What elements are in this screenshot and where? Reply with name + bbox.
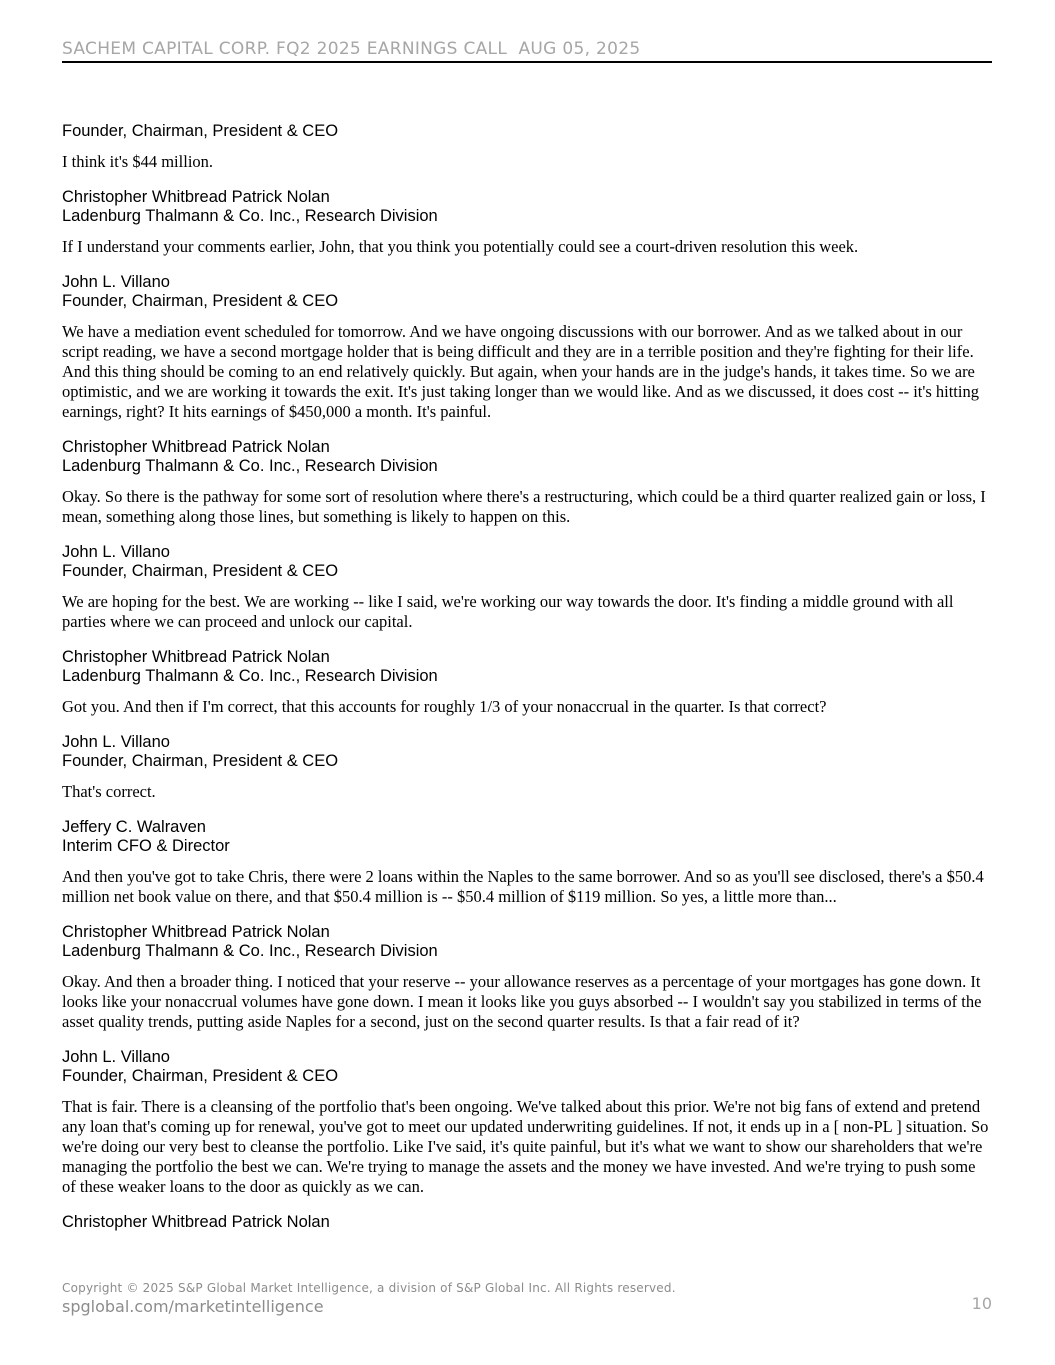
speech-text: And then you've got to take Chris, there were 2 loans within the Naples to the same borrower. And so as you'll see disclosed, there's a $50.4 million net book value on there, and that $50.4 million is -- $50.4 million of $119 million. So yes, a little more than...: [62, 867, 984, 906]
transcript-entry: [62, 818, 992, 907]
speaker-info: [62, 188, 992, 226]
transcript-entry: [62, 733, 992, 802]
speech-text: That is fair. There is a cleansing of the portfolio that's been ongoing. We've talked about this prior. We're not big fans of extend and pretend any loan that's coming up for renewal, you've got to meet our updated underwriting guidelines. If not, it ends up in a [ non-PL ] situation. So we're doing our very best to cleanse the portfolio. Like I've said, it's quite painful, but it's what we want to show our shareholders that we're managing the portfolio the best we can. We're trying to manage the assets and the money we have invested. And we're trying to push some of these weaker loans to the door as quickly as we can.: [62, 1097, 989, 1196]
footer-site-link: spglobal.com/marketintelligence: [62, 1297, 324, 1316]
speaker-title: Interim CFO & Director: [62, 837, 230, 855]
transcript-entry: [62, 1213, 992, 1232]
speaker-info: [62, 1048, 992, 1086]
speech-text: I think it's $44 million.: [62, 152, 214, 171]
speaker-info: [62, 273, 992, 311]
speaker-name: Christopher Whitbread Patrick Nolan: [62, 923, 330, 941]
speaker-info: [62, 122, 992, 141]
speech-text: We have a mediation event scheduled for tomorrow. And we have ongoing discussions with our borrower. And as we talked about in our script reading, we have a second mortgage holder that is being difficult and they are in a terrible position and they're fighting for their life. And this thing should be coming to an end relatively quickly. But again, when your hands are in the judge's hands, it takes time. So we are optimistic, and we are working it towards the exit. It's just taking longer than we would like. And as we discussed, it does cost -- it's hitting earnings, right? It hits earnings of $450,000 a month. It's painful.: [62, 322, 979, 421]
speech-text: Okay. So there is the pathway for some sort of resolution where there's a restructuring, which could be a third quarter realized gain or loss, I mean, something along those lines, but something is likely to happen on this.: [62, 487, 986, 526]
speaker-info: [62, 648, 992, 686]
speech-text: Okay. And then a broader thing. I noticed that your reserve -- your allowance reserves as a percentage of your mortgages has gone down. It looks like your nonaccrual volumes have gone down. I mean it looks like you guys absorbed -- I wouldn't say you stabilized in terms of the asset quality trends, putting aside Naples for a second, just on the second quarter results. Is that a fair read of it?: [62, 972, 982, 1031]
speaker-title: Founder, Chairman, President & CEO: [62, 292, 339, 310]
transcript-body: [62, 122, 992, 1243]
transcript-entry: [62, 188, 992, 257]
speaker-name: Christopher Whitbread Patrick Nolan: [62, 1213, 330, 1231]
speech-text: Got you. And then if I'm correct, that this accounts for roughly 1/3 of your nonaccrual in the quarter. Is that correct?: [62, 697, 827, 716]
speaker-title: Founder, Chairman, President & CEO: [62, 562, 339, 580]
speaker-title: Founder, Chairman, President & CEO: [62, 752, 339, 770]
speaker-info: [62, 438, 992, 476]
speech-text: If I understand your comments earlier, John, that you think you potentially could see a court-driven resolution this week.: [62, 237, 859, 256]
speaker-name: Christopher Whitbread Patrick Nolan: [62, 438, 330, 456]
transcript-entry: [62, 923, 992, 1032]
speaker-title: Ladenburg Thalmann & Co. Inc., Research Division: [62, 207, 438, 225]
transcript-entry: [62, 438, 992, 527]
transcript-entry: [62, 543, 992, 632]
speaker-title: Ladenburg Thalmann & Co. Inc., Research Division: [62, 667, 438, 685]
transcript-entry: [62, 1048, 992, 1197]
speaker-name: John L. Villano: [62, 273, 170, 291]
transcript-entry: [62, 648, 992, 717]
speaker-title: Founder, Chairman, President & CEO: [62, 1067, 339, 1085]
speaker-info: [62, 923, 992, 961]
transcript-entry: [62, 122, 992, 172]
speaker-title: Ladenburg Thalmann & Co. Inc., Research Division: [62, 942, 438, 960]
transcript-entry: [62, 273, 992, 422]
speaker-name: John L. Villano: [62, 733, 170, 751]
copyright-notice: Copyright © 2025 S&P Global Market Intelligence, a division of S&P Global Inc. All Rights reserved.: [62, 1281, 676, 1295]
speaker-title: Founder, Chairman, President & CEO: [62, 122, 339, 140]
speaker-name: Christopher Whitbread Patrick Nolan: [62, 648, 330, 666]
speaker-info: [62, 733, 992, 771]
speaker-info: [62, 543, 992, 581]
speaker-info: [62, 1213, 992, 1232]
speaker-title: Ladenburg Thalmann & Co. Inc., Research Division: [62, 457, 438, 475]
speaker-name: John L. Villano: [62, 1048, 170, 1066]
speaker-name: John L. Villano: [62, 543, 170, 561]
speech-text: We are hoping for the best. We are working -- like I said, we're working our way towards the door. It's finding a middle ground with all parties where we can proceed and unlock our capital.: [62, 592, 954, 631]
speaker-info: [62, 818, 992, 856]
document-title: SACHEM CAPITAL CORP. FQ2 2025 EARNINGS CALL AUG 05, 2025: [62, 39, 641, 59]
speaker-name: Jeffery C. Walraven: [62, 818, 206, 836]
speaker-name: Christopher Whitbread Patrick Nolan: [62, 188, 330, 206]
page-number: 10: [971, 1294, 992, 1313]
speech-text: That's correct.: [62, 782, 156, 801]
page-header: [62, 38, 992, 63]
